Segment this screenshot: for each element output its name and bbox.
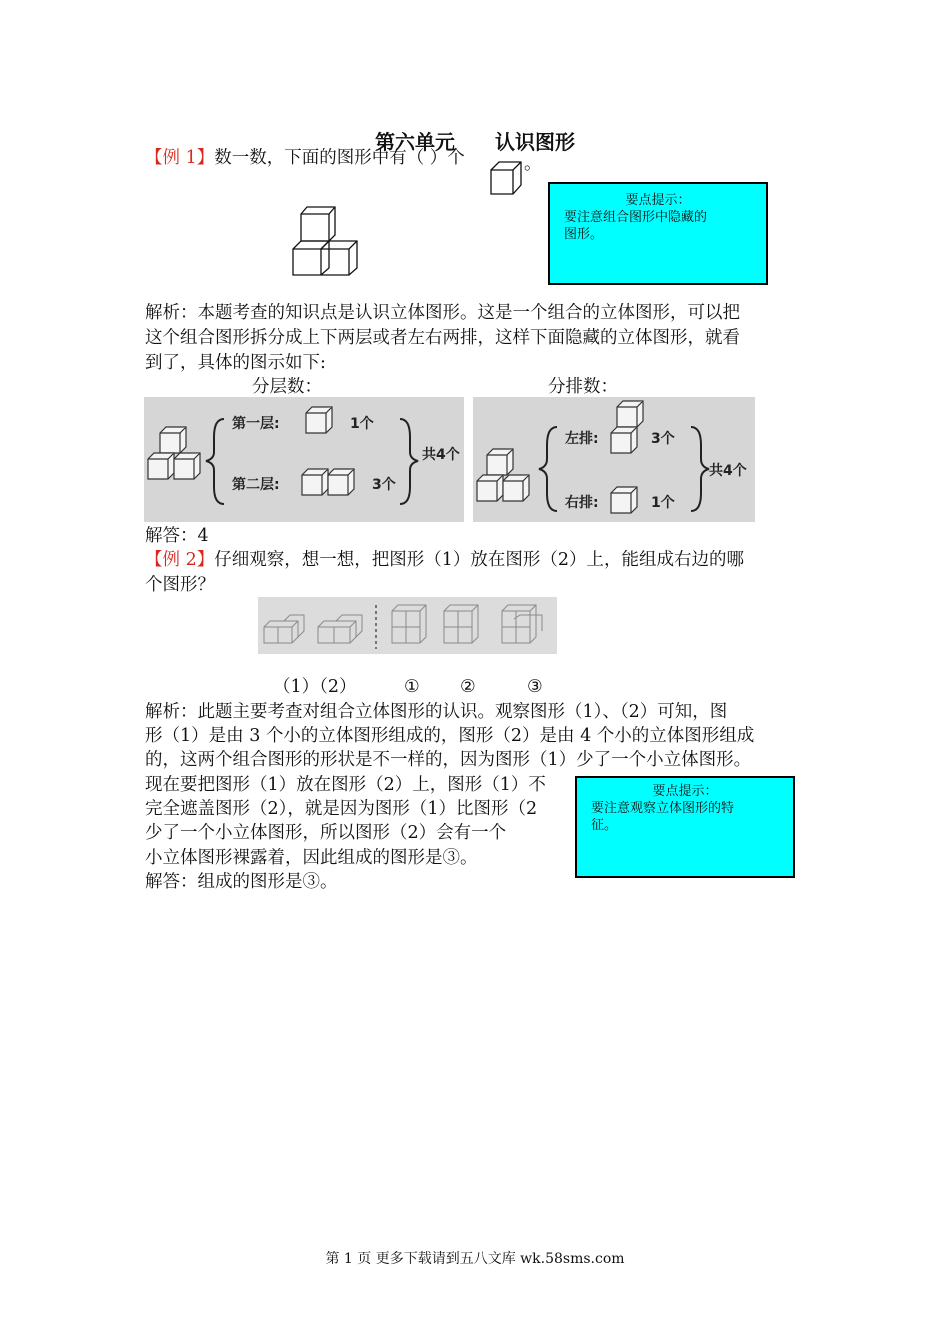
layer1-count: 1个 xyxy=(350,416,374,432)
example2-question-line-1 xyxy=(145,548,744,572)
row-count-photo xyxy=(473,397,755,522)
tip-box-1-title: 要点提示： xyxy=(625,193,691,208)
single-cube-icon xyxy=(489,159,523,197)
example2-analysis-line-6: 少了一个小立体图形，所以图形（2）会有一个 xyxy=(145,823,507,843)
layer2-label: 第二层: xyxy=(232,477,280,493)
figure-label-option-2: ② xyxy=(460,677,476,697)
right-row-count: 1个 xyxy=(651,495,675,511)
example2-label: 【例 2】 xyxy=(145,550,215,570)
example1-analysis-line-3: 到了，具体的图示如下: xyxy=(145,353,326,373)
tip-box-2 xyxy=(575,776,795,878)
example2-question-line-2: 个图形？ xyxy=(145,575,215,595)
figure-label-1-2: （1）（2） xyxy=(273,677,357,697)
tip-box-2-line-2: 征。 xyxy=(591,818,618,833)
page-title: 第六单元 认识图形 xyxy=(375,130,575,154)
layer-total: 共4个 xyxy=(422,447,460,463)
example2-analysis-line-7: 小立体图形裸露着，因此组成的图形是③。 xyxy=(145,848,478,868)
row-heading: 分排数： xyxy=(548,377,618,397)
tip-box-2-title: 要点提示： xyxy=(652,784,718,799)
example2-figures-photo xyxy=(258,597,557,654)
tip-box-1 xyxy=(548,182,768,285)
tip-box-1-line-1: 要注意组合图形中隐藏的 xyxy=(564,210,708,225)
example1-question xyxy=(145,146,465,170)
example1-label: 【例 1】 xyxy=(145,148,215,168)
layer1-label: 第一层: xyxy=(232,416,280,432)
example1-question-end: 。 xyxy=(524,154,542,174)
example2-analysis-line-3: 的，这两个组合图形的形状是不一样的，因为图形（1）少了一个小立体图形。 xyxy=(145,750,752,770)
left-row-label: 左排: xyxy=(565,431,599,447)
row-total: 共4个 xyxy=(709,463,747,479)
example1-question-text: 数一数，下面的图形中有（ ）个 xyxy=(214,148,465,168)
example1-answer: 解答：4 xyxy=(145,526,209,546)
page-footer: 第 1 页 更多下载请到五八文库 wk.58sms.com xyxy=(325,1251,625,1267)
right-row-label: 右排: xyxy=(565,495,599,511)
example1-analysis-line-2: 这个组合图形拆分成上下两层或者左右两排，这样下面隐藏的立体图形，就看 xyxy=(145,328,740,348)
figure-label-option-3: ③ xyxy=(527,677,543,697)
example1-analysis-line-1: 解析：本题考查的知识点是认识立体图形。这是一个组合的立体图形，可以把 xyxy=(145,303,740,323)
figure-label-option-1: ① xyxy=(404,677,420,697)
example2-analysis-line-5: 完全遮盖图形（2），就是因为图形（1）比图形（2 xyxy=(145,799,538,819)
example2-analysis-line-1: 解析：此题主要考查对组合立体图形的认识。观察图形（1）、（2）可知，图 xyxy=(145,702,728,722)
example2-question-text: 仔细观察，想一想，把图形（1）放在图形（2）上，能组成右边的哪 xyxy=(214,550,744,570)
layer-heading: 分层数： xyxy=(252,377,322,397)
layer2-count: 3个 xyxy=(372,477,396,493)
example2-analysis-line-4: 现在要把图形（1）放在图形（2）上，图形（1）不 xyxy=(145,775,546,795)
layer-count-photo xyxy=(144,397,464,522)
left-row-count: 3个 xyxy=(651,431,675,447)
combined-cube-figure xyxy=(289,200,363,278)
tip-box-2-line-1: 要注意观察立体图形的特 xyxy=(591,801,735,816)
example2-answer: 解答：组成的图形是③。 xyxy=(145,872,338,892)
tip-box-1-line-2: 图形。 xyxy=(564,227,604,242)
example2-analysis-line-2: 形（1）是由 3 个小的立体图形组成的，图形（2）是由 4 个小的立体图形组成 xyxy=(145,726,755,746)
